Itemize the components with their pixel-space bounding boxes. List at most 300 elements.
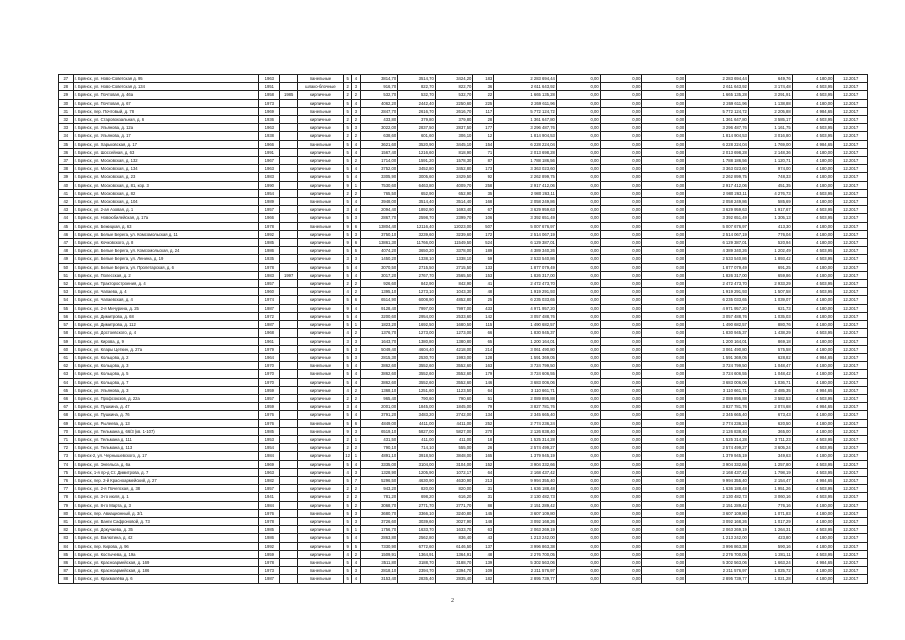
cell-address: г. Брянск, ул. Пушкина, д. 76: [73, 411, 259, 419]
cell-planned-date: 12.2017: [834, 255, 868, 263]
cell-cost-regional: 0,00: [600, 444, 642, 452]
cell-cost-local: 0,00: [642, 75, 686, 83]
cell-year-rebuilt: [280, 181, 298, 189]
cell-cost-owners: 6 228 224,04: [686, 140, 749, 148]
cell-floors: 5: [343, 575, 351, 583]
cell-cost-federal: 0,00: [556, 124, 600, 132]
cell-wall-material: кирпичные: [298, 91, 344, 99]
cell-planned-date: 12.2017: [834, 75, 868, 83]
cell-residents: 48: [473, 550, 494, 558]
cell-residents: 137: [473, 542, 494, 550]
table-row: [59, 427, 868, 435]
cell-cost-federal: 0,00: [556, 165, 600, 173]
cell-wall-material: панельные: [298, 370, 344, 378]
cell-cost-total: 9 994 355,40: [494, 476, 557, 484]
cell-cost-owners: 2 917 412,06: [686, 181, 749, 189]
cell-row-number: 73: [59, 452, 74, 460]
cell-row-number: 80: [59, 509, 74, 517]
cell-cost-owners: 3 683 006,06: [686, 378, 749, 386]
cell-total-area: 13861,30: [360, 239, 398, 247]
cell-address: г. Брянск, ул. Тельмана д. 113: [73, 444, 259, 452]
table-row: [59, 485, 868, 493]
cell-year-built: 1970: [259, 362, 280, 370]
cell-year-rebuilt: [280, 99, 298, 107]
cell-year-rebuilt: [280, 124, 298, 132]
cell-living-area: 411,00: [398, 435, 436, 443]
cell-cost-per-sqm: 2 485,35: [748, 386, 792, 394]
cell-entrances: 3: [352, 107, 360, 115]
cell-year-built: 1986: [259, 534, 280, 542]
cell-year-built: 1963: [259, 165, 280, 173]
cell-entrances: 4: [352, 165, 360, 173]
cell-year-built: 1987: [259, 304, 280, 312]
cell-planned-date: 12.2017: [834, 271, 868, 279]
cell-planned-date: 12.2017: [834, 501, 868, 509]
cell-entrances: 4: [352, 304, 360, 312]
cell-year-rebuilt: [280, 517, 298, 525]
cell-year-rebuilt: [280, 444, 298, 452]
cell-wall-material: кирпичные: [298, 468, 344, 476]
cell-living-area: 1338,10: [398, 255, 436, 263]
cell-cost-regional: 0,00: [600, 460, 642, 468]
cell-year-built: 1954: [259, 189, 280, 197]
cell-floors: 3: [343, 206, 351, 214]
cell-entrances: 2: [352, 91, 360, 99]
cell-cost-limit-per-sqm: 4 180,00: [792, 148, 834, 156]
cell-cost-limit-per-sqm: 4 180,00: [792, 509, 834, 517]
cell-cost-regional: 0,00: [600, 386, 642, 394]
cell-address: г. Брянск, ул. Докучаева, д. 35: [73, 526, 259, 534]
cell-residents: 433: [473, 304, 494, 312]
cell-living-area: 1364,91: [398, 550, 436, 558]
cell-cost-per-sqm: 673,43: [748, 411, 792, 419]
cell-wall-material: панельные: [298, 575, 344, 583]
cell-year-rebuilt: [280, 419, 298, 427]
cell-cost-limit-per-sqm: 4 503,95: [792, 526, 834, 534]
cell-entrances: 3: [352, 353, 360, 361]
cell-cost-owners: 1 361 647,80: [686, 116, 749, 124]
cell-living-area: 3239,60: [398, 230, 436, 238]
cell-residential-area: 2835,40: [435, 575, 473, 583]
cell-living-area: 1692,50: [398, 321, 436, 329]
cell-cost-regional: 0,00: [600, 296, 642, 304]
cell-living-area: 3188,70: [398, 558, 436, 566]
cell-entrances: 2: [352, 288, 360, 296]
cell-cost-per-sqm: 1 039,07: [748, 296, 792, 304]
cell-entrances: 1: [352, 181, 360, 189]
cell-residents: 31: [473, 485, 494, 493]
cell-planned-date: 12.2017: [834, 157, 868, 165]
cell-cost-total: 1 200 164,01: [494, 337, 557, 345]
cell-residents: 148: [473, 517, 494, 525]
cell-residential-area: 3848,00: [435, 452, 473, 460]
cell-row-number: 62: [59, 362, 74, 370]
cell-planned-date: 12.2017: [834, 280, 868, 288]
cell-total-area: 1328,90: [360, 468, 398, 476]
cell-planned-date: 12.2017: [834, 386, 868, 394]
table-row: [59, 230, 868, 238]
cell-cost-owners: 3 092 168,26: [686, 517, 749, 525]
cell-address: г. Брянск, ул. Московская, д. 134: [73, 165, 259, 173]
cell-address: г. Брянск, ул. Ново-Советская д. 134: [73, 83, 259, 91]
cell-cost-federal: 0,00: [556, 280, 600, 288]
cell-total-area: 3017,20: [360, 271, 398, 279]
cell-row-number: 87: [59, 567, 74, 575]
cell-total-area: 3305,90: [360, 173, 398, 181]
cell-cost-limit-per-sqm: 4 180,00: [792, 263, 834, 271]
cell-cost-total: 3 296 487,76: [494, 124, 557, 132]
cell-wall-material: кирпичные: [298, 435, 344, 443]
cell-residential-area: 1993,00: [435, 353, 473, 361]
cell-residential-area: 532,70: [435, 91, 473, 99]
cell-floors: 5: [343, 75, 351, 83]
cell-cost-federal: 0,00: [556, 296, 600, 304]
cell-residential-area: 3552,60: [435, 378, 473, 386]
cell-floors: 5: [343, 517, 351, 525]
cell-cost-limit-per-sqm: 4 180,00: [792, 181, 834, 189]
table-row: [59, 132, 868, 140]
cell-cost-total: 2 611 643,92: [494, 83, 557, 91]
cell-living-area: 652,90: [398, 189, 436, 197]
cell-residents: 28: [473, 116, 494, 124]
cell-entrances: 2: [352, 280, 360, 288]
table-row: [59, 542, 868, 550]
cell-year-built: 1976: [259, 411, 280, 419]
cell-residential-area: 3188,70: [435, 558, 473, 566]
cell-cost-local: 0,00: [642, 386, 686, 394]
cell-wall-material: кирпичные: [298, 386, 344, 394]
cell-cost-local: 0,00: [642, 370, 686, 378]
table-row: [59, 206, 868, 214]
cell-cost-regional: 0,00: [600, 255, 642, 263]
cell-cost-local: 0,00: [642, 157, 686, 165]
cell-total-area: 1714,00: [360, 157, 398, 165]
cell-planned-date: 12.2017: [834, 107, 868, 115]
cell-wall-material: кирпичные: [298, 181, 344, 189]
cell-total-area: 3791,20: [360, 411, 398, 419]
cell-year-rebuilt: [280, 509, 298, 517]
cell-cost-per-sqm: 423,80: [748, 534, 792, 542]
cell-total-area: 4891,10: [360, 452, 398, 460]
cell-residents: 65: [473, 337, 494, 345]
cell-entrances: 4: [352, 173, 360, 181]
cell-living-area: 2771,70: [398, 501, 436, 509]
cell-row-number: 61: [59, 353, 74, 361]
cell-address: г. Брянск, ул. Старовокзальная, д. 6: [73, 116, 259, 124]
cell-cost-regional: 0,00: [600, 198, 642, 206]
cell-residential-area: 1273,00: [435, 329, 473, 337]
cell-cost-limit-per-sqm: 4 984,65: [792, 476, 834, 484]
cell-cost-regional: 0,00: [600, 526, 642, 534]
cell-cost-limit-per-sqm: 4 180,00: [792, 271, 834, 279]
cell-total-area: 3070,50: [360, 263, 398, 271]
table-row: [59, 509, 868, 517]
cell-residential-area: 3514,40: [435, 198, 473, 206]
table-row: [59, 263, 868, 271]
cell-cost-federal: 0,00: [556, 181, 600, 189]
cell-year-rebuilt: [280, 329, 298, 337]
cell-residential-area: 4852,80: [435, 296, 473, 304]
cell-residential-area: 1043,30: [435, 288, 473, 296]
cell-living-area: 790,60: [398, 394, 436, 402]
cell-cost-owners: 2 058 249,86: [686, 198, 749, 206]
cell-year-built: 1966: [259, 214, 280, 222]
cell-cost-per-sqm: 1 138,88: [748, 99, 792, 107]
cell-cost-limit-per-sqm: 4 503,95: [792, 288, 834, 296]
cell-planned-date: 12.2017: [834, 517, 868, 525]
cell-year-built: 1957: [259, 206, 280, 214]
cell-total-area: 1450,20: [360, 255, 398, 263]
cell-total-area: 3680,70: [360, 509, 398, 517]
cell-floors: 5: [343, 567, 351, 575]
cell-cost-regional: 0,00: [600, 148, 642, 156]
cell-residents: 31: [473, 493, 494, 501]
cell-residential-area: 3239,60: [435, 230, 473, 238]
cell-cost-federal: 0,00: [556, 542, 600, 550]
cell-residential-area: 3445,10: [435, 140, 473, 148]
cell-total-area: 3726,60: [360, 517, 398, 525]
cell-year-rebuilt: [280, 157, 298, 165]
cell-cost-regional: 0,00: [600, 567, 642, 575]
cell-wall-material: кирпичные: [298, 157, 344, 165]
cell-year-built: 1970: [259, 378, 280, 386]
cell-wall-material: панельные: [298, 509, 344, 517]
cell-cost-per-sqm: 3 585,17: [748, 116, 792, 124]
cell-cost-federal: 0,00: [556, 173, 600, 181]
cell-living-area: 5827,00: [398, 427, 436, 435]
cell-residential-area: 2533,60: [435, 312, 473, 320]
cell-residential-area: 3552,60: [435, 362, 473, 370]
cell-year-built: 1960: [259, 288, 280, 296]
page-number: 2: [451, 598, 454, 604]
cell-cost-limit-per-sqm: 4 180,00: [792, 230, 834, 238]
cell-cost-total: 2 151 289,42: [494, 501, 557, 509]
cell-year-built: 1986: [259, 247, 280, 255]
cell-cost-limit-per-sqm: 4 984,65: [792, 558, 834, 566]
cell-year-built: 1938: [259, 132, 280, 140]
cell-year-rebuilt: [280, 296, 298, 304]
cell-address: г. Брянск, ул. Полесская, д. 2: [73, 271, 259, 279]
cell-year-built: 1991: [259, 148, 280, 156]
cell-living-area: 1251,60: [398, 386, 436, 394]
cell-planned-date: 12.2017: [834, 394, 868, 402]
cell-floors: 2: [343, 444, 351, 452]
cell-entrances: 3: [352, 230, 360, 238]
cell-year-rebuilt: [280, 411, 298, 419]
cell-address: г. Брянск, ул. Клары Цеткин, д. 27а: [73, 345, 259, 353]
cell-total-area: 7330,90: [360, 542, 398, 550]
cell-cost-local: 0,00: [642, 476, 686, 484]
cell-cost-federal: 0,00: [556, 99, 600, 107]
cell-year-built: 1979: [259, 345, 280, 353]
cell-cost-local: 0,00: [642, 99, 686, 107]
cell-row-number: 56: [59, 312, 74, 320]
cell-entrances: 4: [352, 99, 360, 107]
cell-residential-area: 4009,70: [435, 181, 473, 189]
cell-row-number: 68: [59, 411, 74, 419]
cell-living-area: 2616,70: [398, 107, 436, 115]
cell-planned-date: 12.2017: [834, 140, 868, 148]
cell-planned-date: 12.2017: [834, 206, 868, 214]
cell-residential-area: 1380,80: [435, 337, 473, 345]
table-row: [59, 403, 868, 411]
cell-entrances: 4: [352, 378, 360, 386]
cell-planned-date: 12.2017: [834, 534, 868, 542]
cell-cost-total: 1 361 647,80: [494, 116, 557, 124]
cell-entrances: 4: [352, 75, 360, 83]
cell-floors: 5: [343, 148, 351, 156]
cell-address: г. Брянск, рп. Белые Берега, ул. Комсомольская, д. 24: [73, 247, 259, 255]
cell-planned-date: 12.2017: [834, 304, 868, 312]
cell-floors: 5: [343, 99, 351, 107]
table-row: [59, 558, 868, 566]
cell-cost-local: 0,00: [642, 534, 686, 542]
cell-row-number: 75: [59, 468, 74, 476]
cell-row-number: 81: [59, 517, 74, 525]
cell-cost-total: 2 533 540,86: [494, 255, 557, 263]
cell-living-area: 3366,10: [398, 509, 436, 517]
cell-wall-material: панельные: [298, 140, 344, 148]
cell-planned-date: 12.2017: [834, 173, 868, 181]
cell-address: г. Брянск, ул. Кочковского, д. 8: [73, 239, 259, 247]
cell-living-area: 1892,90: [398, 206, 436, 214]
cell-residents: 507: [473, 222, 494, 230]
cell-entrances: 1: [352, 435, 360, 443]
cell-year-built: 1984: [259, 501, 280, 509]
cell-planned-date: 12.2017: [834, 411, 868, 419]
cell-address: г. Брянск, ул. Чапаевская, д. 4: [73, 296, 259, 304]
cell-residents: 12: [473, 132, 494, 140]
cell-residential-area: 7997,00: [435, 304, 473, 312]
cell-year-built: 1967: [259, 157, 280, 165]
cell-cost-per-sqm: 869,18: [748, 337, 792, 345]
cell-year-built: 1985: [259, 427, 280, 435]
cell-planned-date: 12.2017: [834, 124, 868, 132]
cell-cost-limit-per-sqm: 4 503,95: [792, 91, 834, 99]
cell-cost-limit-per-sqm: 4 503,95: [792, 460, 834, 468]
cell-cost-per-sqm: 585,69: [748, 198, 792, 206]
cell-cost-local: 0,00: [642, 206, 686, 214]
cell-cost-federal: 0,00: [556, 230, 600, 238]
cell-planned-date: 12.2017: [834, 165, 868, 173]
cell-floors: 9: [343, 427, 351, 435]
cell-row-number: 52: [59, 280, 74, 288]
cell-cost-owners: 1 490 682,57: [686, 321, 749, 329]
cell-cost-regional: 0,00: [600, 173, 642, 181]
cell-cost-per-sqm: 365,00: [748, 427, 792, 435]
cell-cost-total: 4 389 340,26: [494, 247, 557, 255]
cell-cost-owners: 2 168 437,42: [686, 468, 749, 476]
cell-cost-per-sqm: 1 917,67: [748, 206, 792, 214]
cell-year-built: 1982: [259, 476, 280, 484]
table-row: [59, 165, 868, 173]
cell-floors: 5: [343, 124, 351, 132]
cell-year-rebuilt: [280, 140, 298, 148]
cell-cost-federal: 0,00: [556, 222, 600, 230]
cell-residents: 18: [473, 435, 494, 443]
cell-year-rebuilt: [280, 116, 298, 124]
cell-floors: 5: [343, 362, 351, 370]
cell-wall-material: кирпичные: [298, 189, 344, 197]
cell-residents: 88: [473, 501, 494, 509]
cell-entrances: 4: [352, 206, 360, 214]
cell-living-area: 3552,60: [398, 378, 436, 386]
cell-cost-local: 0,00: [642, 411, 686, 419]
cell-cost-local: 0,00: [642, 550, 686, 558]
cell-floors: 5: [343, 526, 351, 534]
cell-living-area: 1845,00: [398, 403, 436, 411]
cell-residential-area: 3552,60: [435, 370, 473, 378]
cell-year-rebuilt: [280, 427, 298, 435]
cell-residents: 225: [473, 99, 494, 107]
cell-cost-regional: 0,00: [600, 517, 642, 525]
cell-wall-material: кирпичные: [298, 214, 344, 222]
table-row: [59, 140, 868, 148]
cell-wall-material: кирпичные: [298, 394, 344, 402]
cell-planned-date: 12.2017: [834, 427, 868, 435]
cell-cost-per-sqm: 776,16: [748, 501, 792, 509]
cell-year-rebuilt: [280, 526, 298, 534]
cell-cost-regional: 0,00: [600, 206, 642, 214]
cell-cost-federal: 0,00: [556, 132, 600, 140]
cell-planned-date: 12.2017: [834, 567, 868, 575]
cell-planned-date: 12.2017: [834, 189, 868, 197]
cell-floors: 5: [343, 321, 351, 329]
cell-cost-per-sqm: 590,16: [748, 542, 792, 550]
cell-year-rebuilt: [280, 386, 298, 394]
cell-residents: 115: [473, 321, 494, 329]
cell-address: г. Брянск, ул. Бежицкая, д. 63: [73, 222, 259, 230]
cell-year-rebuilt: [280, 501, 298, 509]
cell-floors: 5: [343, 501, 351, 509]
cell-cost-limit-per-sqm: 4 503,95: [792, 444, 834, 452]
cell-wall-material: кирпичные: [298, 550, 344, 558]
cell-year-built: 1963: [259, 468, 280, 476]
cell-living-area: 6463,80: [398, 181, 436, 189]
cell-cost-local: 0,00: [642, 460, 686, 468]
cell-year-built: 1966: [259, 140, 280, 148]
cell-address: г. Брянск, ул. Энгельса, д. 6а: [73, 460, 259, 468]
cell-residents: 79: [473, 403, 494, 411]
cell-address: г. Брянск, 1-я пр-д Ст. Димитрова, д. 7: [73, 468, 259, 476]
cell-row-number: 66: [59, 394, 74, 402]
cell-planned-date: 12.2017: [834, 452, 868, 460]
cell-cost-total: 6 235 033,65: [494, 296, 557, 304]
cell-cost-federal: 0,00: [556, 255, 600, 263]
cell-year-rebuilt: [280, 148, 298, 156]
cell-year-built: 1957: [259, 485, 280, 493]
cell-row-number: 57: [59, 321, 74, 329]
cell-planned-date: 12.2017: [834, 526, 868, 534]
cell-cost-federal: 0,00: [556, 91, 600, 99]
cell-residential-area: 1578,30: [435, 157, 473, 165]
cell-year-rebuilt: [280, 83, 298, 91]
cell-address: г. Брянск, ул. Московская, д. 81, кор. 3: [73, 181, 259, 189]
cell-cost-limit-per-sqm: 4 984,65: [792, 403, 834, 411]
cell-residential-area: 2837,50: [435, 124, 473, 132]
cell-living-area: 379,80: [398, 116, 436, 124]
cell-cost-limit-per-sqm: 4 180,00: [792, 296, 834, 304]
register-rows: [59, 75, 868, 584]
table-row: [59, 362, 868, 370]
cell-residents: 71: [473, 148, 494, 156]
cell-cost-total: 1 919 291,93: [494, 288, 557, 296]
cell-year-built: 1989: [259, 198, 280, 206]
cell-cost-local: 0,00: [642, 288, 686, 296]
cell-cost-local: 0,00: [642, 181, 686, 189]
cell-year-built: 1978: [259, 517, 280, 525]
cell-address: г. Брянск, ул. Тельмана д. 111: [73, 435, 259, 443]
